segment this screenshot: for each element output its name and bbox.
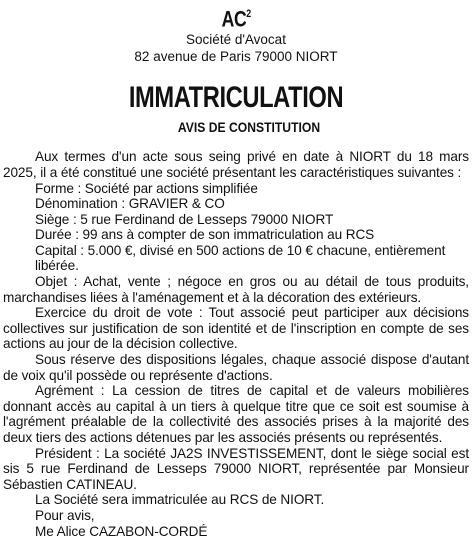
duree-line: Durée : 99 ans à compter de son immatriculation au RCS bbox=[35, 227, 375, 243]
firm-name-superscript: 2 bbox=[246, 8, 251, 20]
forme-line: Forme : Société par actions simplifiée bbox=[35, 180, 258, 196]
siege-line: Siège : 5 rue Ferdinand de Lesseps 79000 NIORT bbox=[35, 211, 334, 227]
signatory-line: Me Alice CAZABON-CORDÉ bbox=[35, 523, 208, 539]
firm-type: Société d'Avocat bbox=[186, 32, 286, 48]
firm-address: 82 avenue de Paris 79000 NIORT bbox=[134, 49, 338, 65]
vote-paragraph: Exercice du droit de vote : Tout associé peut participer aux décisions collectives sur justification de son identité et de l'inscription en compte de ses actions au jour de la décision collective. bbox=[3, 305, 469, 352]
notice-header bbox=[3, 0, 469, 136]
firm-logo bbox=[221, 3, 250, 31]
objet-paragraph: Objet : Achat, vente ; négoce en gros ou au détail de tous produits, marchandises liées à l'aménagement et à la décoration des extérieurs. bbox=[3, 274, 469, 305]
notice-headline: IMMATRICULATION bbox=[128, 81, 344, 115]
capital-line: Capital : 5.000 €, divisé en 500 actions de 10 € chacune, entièrement libérée. bbox=[35, 242, 446, 274]
intro-paragraph: Aux termes d'un acte sous seing privé en date à NIORT du 18 mars 2025, il a été constitué une société présentant les caractéristiques suivantes : bbox=[3, 149, 469, 180]
rcs-line: La Société sera immatriculée au RCS de NIORT. bbox=[35, 492, 325, 508]
notice-subhead: AVIS DE CONSTITUTION bbox=[177, 120, 321, 136]
agrement-paragraph: Agrément : La cession de titres de capital et de valeurs mobilières donnant accès au capital à un tiers à quelque titre que ce soit est soumise à l'agrément préalable de la collectivité des associés prises à la majorité des deux tiers des actions détenues par les associés présents ou représentés. bbox=[3, 383, 469, 446]
president-paragraph: Président : La société JA2S INVESTISSEMENT, dont le siège social est sis 5 rue Ferdinand de Lesseps 79000 NIORT, représentée par Monsieur Sébastien CATINEAU. bbox=[3, 445, 469, 492]
reserve-paragraph: Sous réserve des dispositions légales, chaque associé dispose d'autant de voix qu'il possède ou représente d'actions. bbox=[3, 352, 469, 383]
closing-line: Pour avis, bbox=[35, 507, 95, 523]
firm-name: AC bbox=[221, 6, 247, 32]
notice-body bbox=[3, 149, 469, 539]
denomination-line: Dénomination : GRAVIER & CO bbox=[35, 196, 225, 212]
